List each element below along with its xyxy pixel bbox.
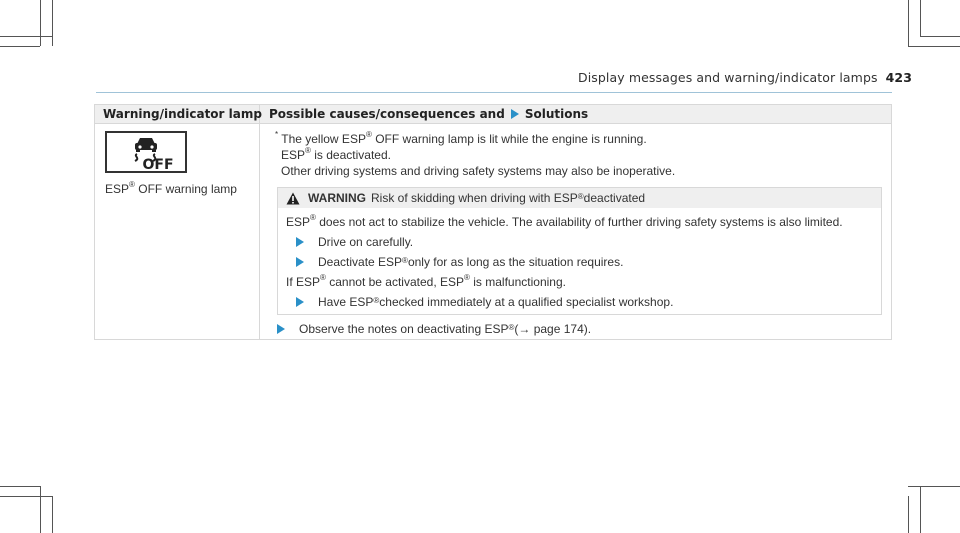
column-header-solutions-text: Solutions: [524, 107, 589, 121]
lamp-label: [105, 181, 237, 197]
lamp-off-text: OFF: [142, 157, 174, 171]
running-header: [578, 70, 912, 85]
footnote-star: *: [275, 130, 279, 139]
arrow-right-icon: [511, 109, 519, 119]
text-span: Observe the notes on deactivating ESP: [299, 322, 509, 336]
final-step: Observe the notes on deactivating ESP ® (→ page 174).: [269, 321, 591, 337]
crop-mark: [920, 0, 921, 36]
arrow-right-icon: [296, 297, 304, 307]
text-span: OFF warning lamp: [134, 182, 237, 196]
warning-header: WARNING Risk of skidding when driving with ESP ® deactivated: [278, 188, 881, 208]
text-span: ®: [464, 273, 470, 282]
text-span: is malfunctioning.: [469, 275, 566, 289]
crop-mark: [0, 486, 40, 487]
page-number: 423: [885, 70, 912, 85]
text-span: If ESP: [286, 275, 321, 289]
crop-mark: [52, 0, 53, 46]
column-header-causes-text: Possible causes/consequences and: [269, 107, 505, 121]
warning-step: [286, 234, 413, 250]
text-span: ®: [305, 146, 311, 155]
text-span: ESP: [281, 148, 306, 162]
text-span: checked immediately at a qualified specialist workshop.: [379, 295, 674, 309]
warning-paragraph: [286, 214, 843, 230]
arrow-right-icon: [277, 324, 285, 334]
text-span: ESP: [105, 182, 130, 196]
column-header-lamp: Warning/indicator lamp: [103, 107, 262, 121]
crop-mark: [40, 486, 41, 533]
warning-box: [277, 187, 882, 315]
warning-step: Have ESP ® checked immediately at a qualified specialist workshop.: [286, 294, 673, 310]
text-span: The yellow ESP: [278, 132, 366, 146]
text-span: cannot be activated, ESP: [325, 275, 465, 289]
arrow-right-icon: [296, 257, 304, 267]
crop-mark: [920, 36, 960, 37]
text-span: Drive on carefully.: [318, 235, 414, 249]
text-span: Other driving systems and driving safety systems may also be inoperative.: [281, 164, 676, 178]
crop-mark: [0, 36, 52, 37]
text-span: does not act to stabilize the vehicle. The availability of further driving safety systems is also limited.: [315, 215, 843, 229]
text-span: Have ESP: [318, 295, 374, 309]
cause-description: [269, 131, 675, 179]
crop-mark: [920, 486, 921, 533]
warning-title: WARNING: [308, 191, 366, 205]
crop-mark: [908, 0, 909, 46]
esp-off-lamp-icon: [105, 131, 187, 173]
text-span: Deactivate ESP: [318, 255, 403, 269]
text-span: ®: [365, 130, 372, 139]
text-span: ESP: [286, 215, 311, 229]
crop-mark: [40, 0, 41, 46]
header-rule: [96, 92, 892, 93]
text-span: OFF warning lamp is lit while the engine is running.: [371, 132, 647, 146]
header-title: Display messages and warning/indicator lamps: [577, 70, 878, 85]
crop-mark: [908, 46, 960, 47]
arrow-right-icon: [296, 237, 304, 247]
crop-mark: [908, 496, 909, 533]
text-span: only for as long as the situation requires.: [407, 255, 624, 269]
crop-mark: [908, 486, 960, 487]
column-divider: [259, 105, 260, 339]
text-span: Risk of skidding when driving with ESP: [371, 191, 578, 205]
text-span: deactivated: [583, 191, 646, 205]
warning-triangle-icon: [286, 192, 300, 205]
column-header-causes: [269, 107, 588, 121]
warning-step: Deactivate ESP ® only for as long as the situation requires.: [286, 254, 623, 270]
skidding-car-icon: [107, 133, 185, 171]
crop-mark: [52, 496, 53, 533]
text-span: ®: [310, 213, 316, 222]
crop-mark: [0, 496, 52, 497]
page-reference[interactable]: (→ page 174).: [514, 322, 592, 336]
text-span: is deactivated.: [310, 148, 391, 162]
crop-mark: [0, 46, 40, 47]
warning-paragraph: [286, 274, 566, 290]
warning-lamp-table: [94, 104, 892, 340]
text-span: ®: [320, 273, 326, 282]
text-span: ®: [129, 180, 135, 189]
